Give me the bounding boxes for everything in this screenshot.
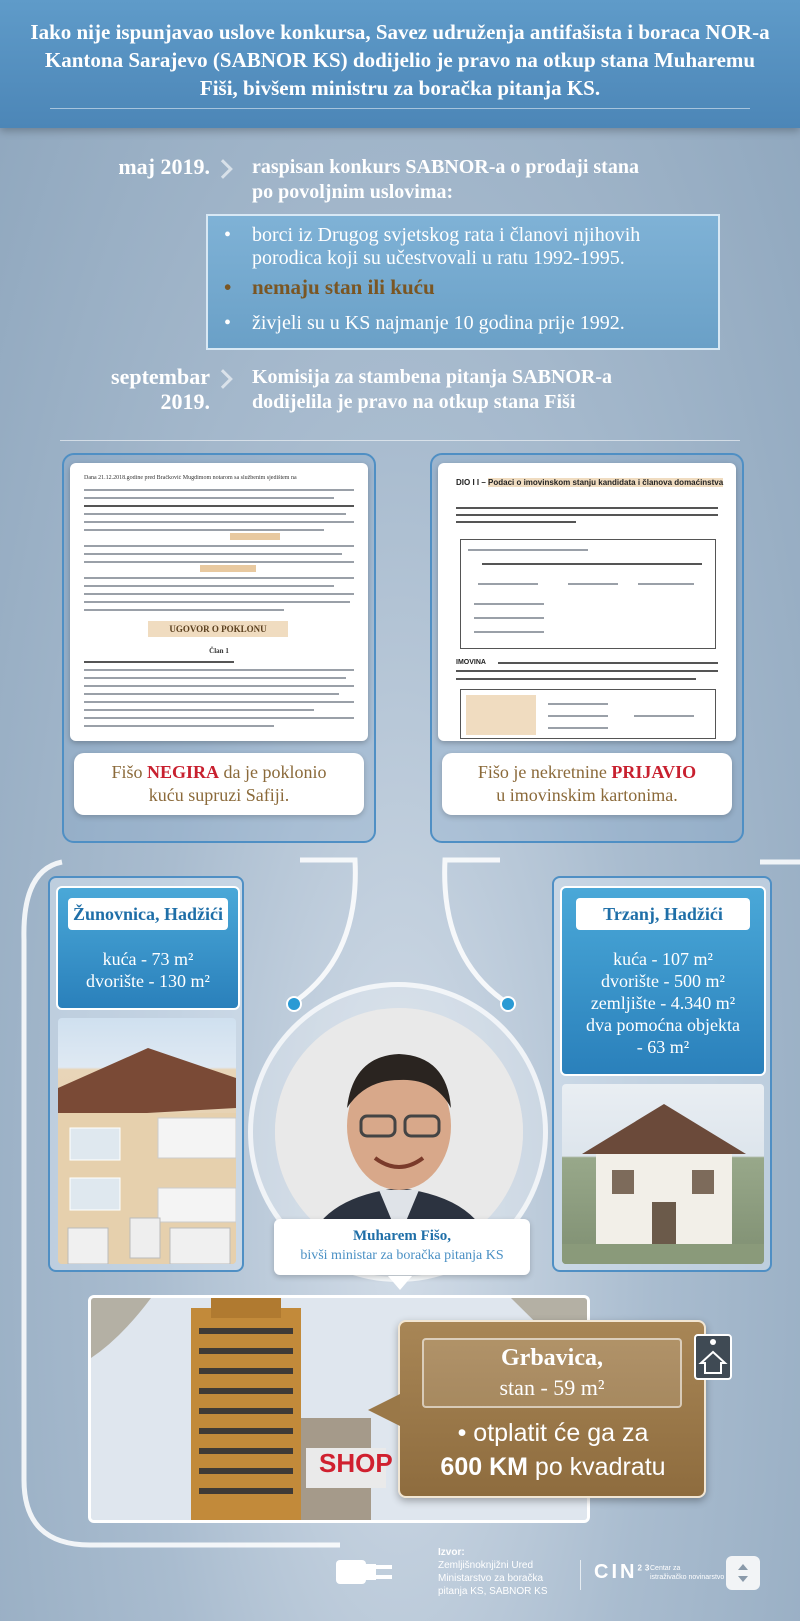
caption-text: u imovinskim kartonima. [496, 785, 678, 805]
caption-left [74, 753, 364, 815]
document-frame-left [62, 453, 376, 843]
document-frame-right [430, 453, 744, 843]
shop-sign: SHOP [319, 1448, 393, 1478]
text-line [84, 489, 354, 491]
condition-line: borci iz Drugog svjetskog rata i članovi njihovih [252, 224, 641, 246]
text-line [84, 677, 346, 679]
property-box-zunovnica [56, 886, 240, 1010]
pointer-arrow [368, 1394, 400, 1426]
text-line [84, 521, 354, 523]
highlight-mark [230, 533, 280, 540]
cin-logo [594, 1561, 652, 1584]
connector-dot [500, 996, 516, 1012]
grbavica-title-box [422, 1338, 682, 1408]
bullet: • [224, 275, 232, 299]
header-title: Iako nije ispunjavao uslove konkursa, Savez udruženja antifašista i boraca NOR-a Kantona Sarajevo (SABNOR KS) dodijelio je pravo na otkup stana Muharemu Fiši, bivšem ministru za boračka pitanja KS. [30, 20, 770, 100]
timeline-date-may: maj 2019. [118, 154, 210, 179]
event-1-line-2: po povoljnim uslovima: [252, 181, 454, 203]
property-title: Žunovnica, Hadžići [68, 898, 228, 930]
property-title: Trzanj, Hadžići [576, 898, 750, 930]
house-illustration [58, 1018, 236, 1264]
grbavica-text [410, 1416, 696, 1484]
condition-text: nemaju stan ili kuću [252, 275, 435, 299]
grbavica-text-line: po kvadratu [527, 1453, 666, 1481]
bullet: • [224, 312, 232, 334]
source-line: Ministarstvo za boračka [438, 1573, 544, 1584]
logo-text: CIN [594, 1561, 638, 1583]
connector-dot [286, 996, 302, 1012]
text-line [84, 561, 354, 563]
event-1-line-1: raspisan konkurs SABNOR-a o prodaji stana [252, 156, 639, 178]
gift-contract-scan [70, 463, 368, 741]
home-tag-icon [694, 1334, 732, 1380]
text-line [474, 617, 544, 619]
text-line [84, 685, 354, 687]
person-role: bivši ministar za boračka pitanja KS [300, 1248, 504, 1263]
text-line [84, 497, 334, 499]
highlight-mark [200, 565, 256, 572]
text-line [478, 583, 538, 585]
caption-emphasis: NEGIRA [147, 762, 220, 782]
text-line [456, 514, 718, 516]
logo-sub-line: Centar za [650, 1565, 681, 1572]
source-line: pitanja KS, SABNOR KS [438, 1586, 548, 1597]
asset-card-scan [438, 463, 736, 741]
text-line [634, 715, 694, 717]
property-details [562, 948, 764, 1058]
text-line [456, 507, 718, 509]
text-line [468, 549, 588, 551]
text-line [84, 725, 274, 727]
text-line [456, 678, 696, 680]
date-line: septembar [111, 364, 210, 389]
highlight-mark [466, 695, 536, 735]
text-line [84, 577, 354, 579]
property-line: dva pomoćna objekta [586, 1015, 740, 1035]
text-line [84, 609, 284, 611]
property-line: kuća - 107 m² [613, 949, 713, 969]
house-photo-trzanj [562, 1084, 764, 1264]
event-2-line-2: dodijelila je pravo na otkup stana Fiši [252, 391, 576, 413]
person-name: Muharem Fišo, [352, 1228, 452, 1244]
house-photo-zunovnica [58, 1018, 236, 1264]
cin-logo-subtitle [650, 1564, 724, 1582]
condition-line: porodica koji su učestvovali u ratu 1992-1995. [252, 247, 625, 269]
grbavica-box [398, 1320, 706, 1498]
grbavica-title: Grbavica, [501, 1345, 603, 1371]
text-line [548, 727, 608, 729]
text-line [568, 583, 618, 585]
text-line [474, 603, 544, 605]
doc-heading [456, 477, 726, 488]
person-caption [274, 1219, 530, 1275]
text-line [482, 563, 702, 565]
house-illustration [562, 1084, 764, 1264]
scroll-button[interactable] [726, 1556, 760, 1590]
doc-first-line: Dana 21.12.2018.godine pred Bračković Mugdimom notarom sa službenim sjedištem na [84, 475, 297, 481]
logo-sup: 23 [637, 1563, 653, 1573]
text-line [84, 505, 354, 507]
text-line [84, 701, 354, 703]
property-line: dvorište - 500 m² [601, 971, 725, 991]
footer-divider [580, 1560, 581, 1590]
text-line [638, 583, 694, 585]
text-line [84, 661, 234, 663]
grbavica-text-line: • otplatit će ga za [457, 1419, 649, 1447]
text-line [84, 553, 342, 555]
caption-text: Fišo [111, 762, 148, 782]
property-line: - 63 m² [636, 1037, 690, 1057]
text-line [456, 521, 576, 523]
logo-sub-line: istraživačko novinarstvo [650, 1574, 725, 1581]
property-frame-trzanj [552, 876, 772, 1272]
property-box-trzanj [560, 886, 766, 1076]
text-line [84, 545, 354, 547]
text-line [548, 703, 608, 705]
grbavica-price: 600 KM [440, 1453, 528, 1481]
text-line [456, 670, 718, 672]
doc-section-label: IMOVINA [456, 659, 486, 666]
doc-subheading: Član 1 [209, 647, 229, 655]
date-line: 2019. [160, 389, 210, 414]
text-line [84, 585, 334, 587]
caption-emphasis: PRIJAVIO [611, 762, 697, 782]
text-line [84, 669, 354, 671]
pointer-arrow [388, 1276, 412, 1290]
text-line [84, 601, 350, 603]
doc-heading-prefix: DIO I I – [456, 478, 489, 487]
text-line [84, 717, 354, 719]
bullet: • [224, 224, 232, 246]
property-frame-zunovnica [48, 876, 244, 1272]
source-label: Izvor: [438, 1547, 465, 1558]
caption-text: da je poklonio [219, 762, 327, 782]
grbavica-subtitle: stan - 59 m² [499, 1375, 605, 1400]
text-line [84, 709, 314, 711]
source-line: Zemljišnoknjižni Ured [438, 1560, 534, 1571]
footer-source [438, 1546, 548, 1598]
plug-icon [336, 1550, 396, 1590]
text-line [84, 593, 354, 595]
home-icon [696, 1336, 730, 1378]
event-2-line-1: Komisija za stambena pitanja SABNOR-a [252, 366, 613, 388]
doc-heading: UGOVOR O POKLONU [148, 621, 288, 637]
text-line [548, 715, 608, 717]
property-details [58, 948, 238, 992]
caption-text: Fišo je nekretnine [477, 762, 612, 782]
text-line [84, 529, 324, 531]
caption-text: kuću supruzi Safiji. [148, 785, 290, 805]
text-line [474, 631, 544, 633]
property-line: zemljište - 4.340 m² [590, 993, 736, 1013]
text-line [498, 662, 718, 664]
text-line [84, 513, 346, 515]
text-line [84, 693, 339, 695]
property-line: dvorište - 130 m² [86, 971, 210, 991]
doc-heading-text: Podaci o imovinskom stanju kandidata i članova domaćinstva [488, 478, 724, 487]
property-line: kuća - 73 m² [102, 949, 194, 969]
caption-right [442, 753, 732, 815]
condition-text: živjeli su u KS najmanje 10 godina prije 1992. [252, 312, 625, 334]
scroll-arrows-icon [726, 1556, 760, 1590]
